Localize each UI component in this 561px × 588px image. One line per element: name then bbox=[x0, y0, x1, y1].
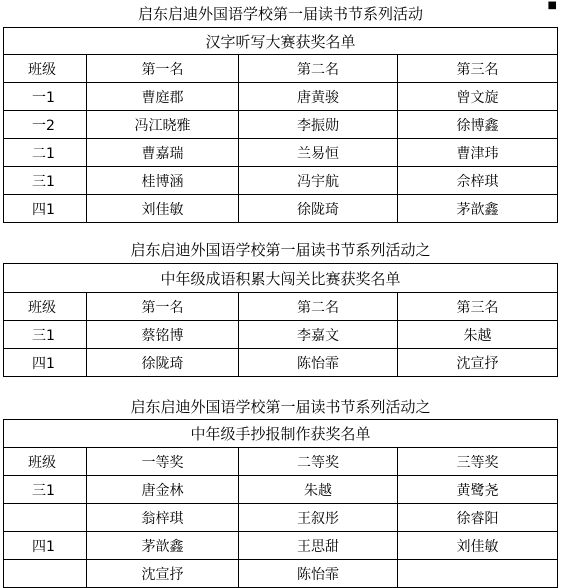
class-cell: 一1 bbox=[4, 83, 87, 111]
winner-cell: 李振勋 bbox=[239, 111, 398, 139]
section-1-title: 启东启迪外国语学校第一届读书节系列活动 bbox=[137, 5, 423, 23]
winner-cell: 王思甜 bbox=[239, 532, 398, 560]
column-header: 第一名 bbox=[87, 55, 239, 83]
column-header: 班级 bbox=[4, 293, 87, 321]
table-row bbox=[4, 321, 558, 349]
header-row bbox=[4, 55, 558, 83]
winner-cell: 李嘉文 bbox=[239, 321, 398, 349]
winner-cell: 曹津玮 bbox=[398, 139, 558, 167]
table-caption: 汉字听写大赛获奖名单 bbox=[4, 28, 558, 55]
column-header: 第二名 bbox=[239, 293, 398, 321]
table-row bbox=[4, 111, 558, 139]
winner-cell: 蔡铭博 bbox=[87, 321, 239, 349]
handwritten-newspaper-award-table bbox=[3, 419, 558, 588]
winner-cell: 兰易恒 bbox=[239, 139, 398, 167]
class-cell bbox=[4, 504, 87, 532]
table-row bbox=[4, 83, 558, 111]
column-header: 第一名 bbox=[87, 293, 239, 321]
table-caption: 中年级成语积累大闯关比赛获奖名单 bbox=[4, 264, 558, 293]
table-row bbox=[4, 195, 558, 223]
class-cell: 四1 bbox=[4, 532, 87, 560]
winner-cell bbox=[398, 560, 558, 588]
class-cell: 三1 bbox=[4, 321, 87, 349]
table-row bbox=[4, 504, 558, 532]
winner-cell: 桂博涵 bbox=[87, 167, 239, 195]
class-cell: 四1 bbox=[4, 349, 87, 377]
winner-cell: 徐博鑫 bbox=[398, 111, 558, 139]
class-cell: 三1 bbox=[4, 167, 87, 195]
table-row bbox=[4, 139, 558, 167]
winner-cell: 翁梓琪 bbox=[87, 504, 239, 532]
table-row bbox=[4, 560, 558, 588]
table-row bbox=[4, 532, 558, 560]
class-cell: 二1 bbox=[4, 139, 87, 167]
column-header: 班级 bbox=[4, 55, 87, 83]
winner-cell: 徐陇琦 bbox=[239, 195, 398, 223]
column-header: 二等奖 bbox=[239, 448, 398, 476]
winner-cell: 茅歆鑫 bbox=[87, 532, 239, 560]
column-header: 三等奖 bbox=[398, 448, 558, 476]
column-header: 一等奖 bbox=[87, 448, 239, 476]
winner-cell: 朱越 bbox=[239, 476, 398, 504]
winner-cell: 曹庭郡 bbox=[87, 83, 239, 111]
table-row bbox=[4, 476, 558, 504]
winner-cell: 沈宣抒 bbox=[87, 560, 239, 588]
winner-cell: 陈怡霏 bbox=[239, 349, 398, 377]
winner-cell: 曹嘉瑞 bbox=[87, 139, 239, 167]
section-2-title: 启东启迪外国语学校第一届读书节系列活动之 bbox=[130, 241, 431, 259]
table-caption: 中年级手抄报制作获奖名单 bbox=[4, 420, 558, 448]
table-row bbox=[4, 167, 558, 195]
winner-cell: 黄鹭尧 bbox=[398, 476, 558, 504]
winner-cell: 茅歆鑫 bbox=[398, 195, 558, 223]
section-3-title: 启东启迪外国语学校第一届读书节系列活动之 bbox=[130, 398, 431, 416]
table-row bbox=[4, 349, 558, 377]
winner-cell: 陈怡霏 bbox=[239, 560, 398, 588]
column-header: 班级 bbox=[4, 448, 87, 476]
winner-cell: 冯宇航 bbox=[239, 167, 398, 195]
winner-cell: 朱越 bbox=[398, 321, 558, 349]
winner-cell: 冯江晓雅 bbox=[87, 111, 239, 139]
column-header: 第三名 bbox=[398, 293, 558, 321]
idiom-award-table bbox=[3, 263, 558, 377]
header-row bbox=[4, 448, 558, 476]
column-header: 第三名 bbox=[398, 55, 558, 83]
class-cell: 四1 bbox=[4, 195, 87, 223]
winner-cell: 唐金林 bbox=[87, 476, 239, 504]
winner-cell: 刘佳敏 bbox=[398, 532, 558, 560]
corner-marker: ■ bbox=[547, 0, 557, 11]
winner-cell: 王叙彤 bbox=[239, 504, 398, 532]
winner-cell: 徐睿阳 bbox=[398, 504, 558, 532]
class-cell bbox=[4, 560, 87, 588]
column-header: 第二名 bbox=[239, 55, 398, 83]
dictation-award-table bbox=[3, 27, 558, 223]
header-row bbox=[4, 293, 558, 321]
winner-cell: 佘梓琪 bbox=[398, 167, 558, 195]
class-cell: 一2 bbox=[4, 111, 87, 139]
winner-cell: 徐陇琦 bbox=[87, 349, 239, 377]
class-cell: 三1 bbox=[4, 476, 87, 504]
winner-cell: 刘佳敏 bbox=[87, 195, 239, 223]
winner-cell: 唐黄骏 bbox=[239, 83, 398, 111]
winner-cell: 沈宣抒 bbox=[398, 349, 558, 377]
winner-cell: 曾文旋 bbox=[398, 83, 558, 111]
